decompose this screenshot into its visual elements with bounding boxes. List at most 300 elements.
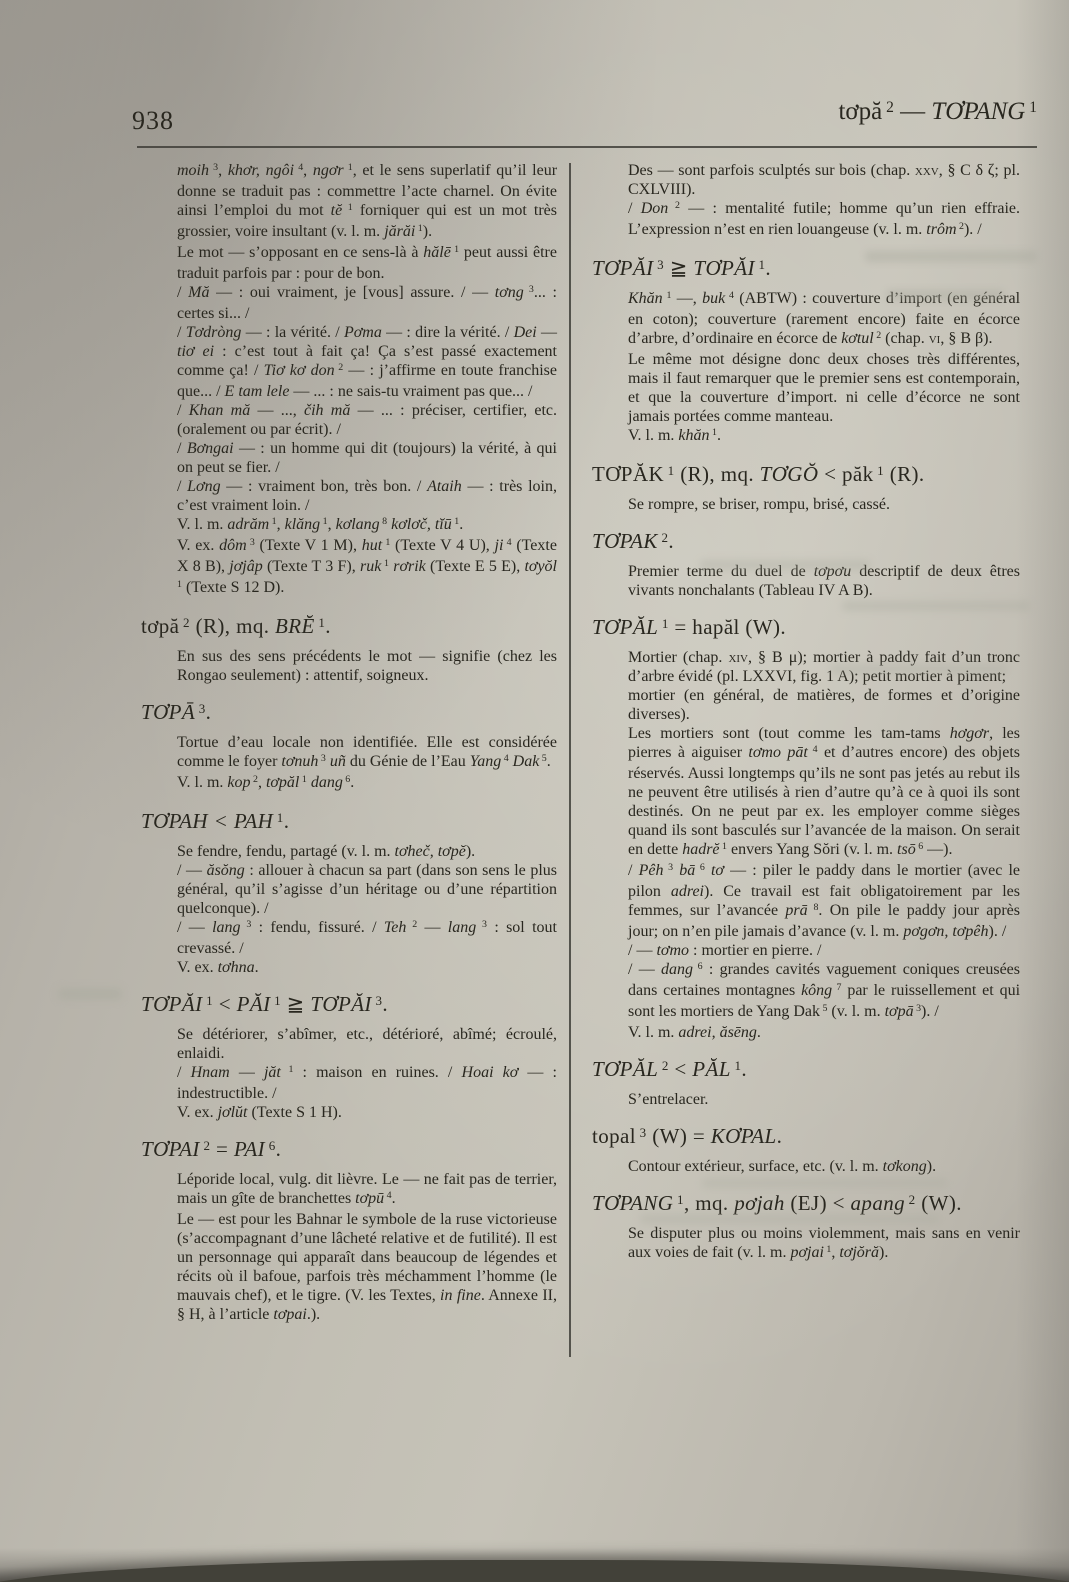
- text-run: . On pile le paddy jour après jour; on n’en pile jamais d’avance (v. l. m.: [628, 902, 1020, 940]
- text-run: — : j’affirme en toute franchise que... /: [177, 362, 558, 400]
- italic-text: lang: [212, 919, 241, 936]
- italic-text: tơyŏl: [524, 558, 557, 575]
- superscript-number: 1: [270, 992, 282, 1008]
- superscript-number: 6: [915, 841, 924, 853]
- superscript-number: 4: [503, 537, 512, 549]
- entry-headword: [141, 992, 557, 1019]
- superscript-number: 1: [415, 223, 423, 235]
- body-paragraph: [141, 733, 557, 773]
- text-run: V. ex.: [177, 537, 220, 554]
- text-run: = hapăl (W).: [668, 615, 787, 639]
- superscript-number: 6: [692, 961, 703, 973]
- superscript-number: 7: [832, 982, 842, 994]
- text-run: mortier (en général, de matières, de formes et d’origine diverses).: [628, 687, 1020, 723]
- superscript-number: 4: [725, 290, 734, 302]
- text-run: .: [741, 1057, 748, 1081]
- text-run: Se détériorer, s’abîmer, etc., détérioré, abîmé; écroulé, enlaidi.: [177, 1026, 557, 1062]
- column-divider: [569, 163, 571, 1357]
- superscript-number: 2: [658, 1057, 669, 1073]
- italic-text: moih: [177, 162, 209, 179]
- italic-text: TƠPĂI: [310, 992, 372, 1016]
- superscript-number: 4: [294, 162, 304, 174]
- superscript-number: 1: [754, 256, 766, 272]
- text-run: — : mentalité futile; homme qu’un rien effraie. L’expression n’est en rien louangeuse (v. l. m.: [628, 200, 1020, 238]
- page-number: 938: [132, 106, 174, 135]
- italic-text: BRĔ: [275, 614, 315, 638]
- superscript-number: 4: [501, 753, 509, 765]
- italic-text: TƠPĀ: [141, 700, 196, 724]
- text-run: Des — sont parfois sculptés sur bois (chap.: [628, 162, 915, 179]
- text-run: (Texte X 8 B),: [177, 537, 557, 575]
- superscript-number: 1: [299, 774, 307, 786]
- italic-text: TƠPAH < PAH: [141, 809, 274, 833]
- superscript-number: 1: [269, 516, 277, 528]
- body-paragraph: [141, 243, 557, 283]
- text-run: ... : certes si... /: [177, 284, 557, 322]
- body-paragraph: [141, 161, 557, 243]
- text-run: : sol tout crevassé. /: [177, 919, 557, 957]
- italic-text: Tơdròng: [185, 324, 242, 341]
- italic-text: TƠPĂI: [141, 992, 203, 1016]
- text-run: . Annexe II, § H, à l’article: [177, 1287, 557, 1323]
- superscript-number: 1: [320, 516, 328, 528]
- body-paragraph: [141, 283, 557, 323]
- text-run: ).: [879, 1244, 889, 1261]
- text-run: Léporide local, vulg. dit lièvre. Le — ne fait pas de terrier, mais un gîte de branchettes: [177, 1171, 557, 1207]
- body-paragraph: [141, 773, 557, 794]
- superscript-number: 6: [695, 862, 705, 874]
- superscript-number: 3: [663, 862, 674, 874]
- superscript-number: 3: [371, 992, 383, 1008]
- entry-headword: [592, 615, 1020, 642]
- text-run: ). /: [963, 221, 982, 238]
- text-run: ).: [926, 1158, 937, 1175]
- text-run: .: [254, 959, 259, 976]
- text-run: ).: [422, 223, 433, 240]
- body-paragraph: [592, 960, 1020, 1023]
- superscript-number: 2: [250, 774, 258, 786]
- italic-text: kơtul: [841, 330, 874, 347]
- text-run: .: [283, 809, 290, 833]
- text-run: : grandes cavités vaguement coniques creusées dans certaines montagnes: [628, 961, 1021, 999]
- text-run: =: [210, 1137, 234, 1161]
- italic-text: ngơr: [312, 162, 344, 179]
- body-paragraph: [592, 495, 1020, 514]
- text-run: — : vraiment bon, très bon. /: [220, 478, 428, 495]
- italic-text: jăt: [263, 1064, 281, 1081]
- text-run: .: [459, 516, 464, 533]
- superscript-number: 1: [342, 202, 353, 214]
- text-run: Tortue d’eau locale non identifiée. Elle est considérée comme le foyer: [177, 734, 557, 770]
- header-rule: [137, 146, 1037, 148]
- italic-text: jărăi: [384, 223, 416, 240]
- text-run: (v. l. m.: [827, 1003, 885, 1020]
- italic-text: adrei: [670, 883, 704, 900]
- text-run: : fendu, fissuré. /: [251, 919, 384, 936]
- italic-text: tơhna: [217, 959, 255, 976]
- italic-text: čih mă: [304, 402, 351, 419]
- superscript-number: 1: [823, 1244, 832, 1256]
- superscript-number: 3: [318, 753, 326, 765]
- italic-text: jơlŭt: [217, 1104, 248, 1121]
- italic-text: Bơngai: [186, 440, 234, 457]
- text-run: (Texte T 3 F),: [262, 558, 360, 575]
- superscript-number: 1: [280, 1064, 294, 1076]
- superscript-number: 2: [882, 98, 894, 116]
- text-run: xiv: [728, 649, 749, 666]
- italic-text: tơmo: [656, 942, 689, 959]
- text-run: .: [776, 1124, 783, 1148]
- italic-text: Lơng: [187, 478, 221, 495]
- italic-text: Dei: [513, 324, 537, 341]
- italic-text: Yang: [469, 753, 502, 770]
- italic-text: TƠPANG: [931, 98, 1026, 125]
- text-run: — ...,: [250, 402, 304, 419]
- body-paragraph: [141, 439, 557, 477]
- body-paragraph: [141, 515, 557, 536]
- italic-text: hălē: [423, 244, 451, 261]
- italic-text: tiơ ei: [177, 343, 215, 360]
- body-paragraph: [141, 536, 557, 599]
- text-run: : allouer à chacun sa part (dans son sens le plus général, qu’il s’agisse d’un héritage ou d’une répartition quelconque). /: [177, 862, 557, 917]
- superscript-number: 3: [476, 919, 487, 931]
- italic-text: Pêh: [638, 862, 664, 879]
- text-run: tơpă: [141, 614, 180, 638]
- superscript-number: 3: [246, 537, 255, 549]
- body-paragraph: [592, 562, 1020, 600]
- text-run: V. l. m.: [628, 1024, 679, 1041]
- italic-text: PAI: [233, 1137, 266, 1161]
- text-run: (ABTW) : couverture d’import (en général en coton); couverture (rarement encore) faite en écorce d’arbre, d’ordinaire en écorce de: [628, 290, 1021, 347]
- italic-text: Teh: [383, 919, 407, 936]
- text-run: — ... : ne sais-tu vraiment pas que... /: [289, 383, 533, 400]
- text-run: , mq.: [683, 1191, 735, 1215]
- text-run: — : indestructible. /: [177, 1064, 558, 1102]
- text-run: Le — est pour les Bahnar le symbole de la ruse victorieuse (s’accompagnant d’une lâcheté relative et de futilité). Il est un personnage qui apparaît dans beaucoup de légendes et récits où il bafoue, parfois très méchamment l’homme (le mauvais chef), et le tigre. (V. les Textes,: [177, 1211, 557, 1304]
- text-run: descriptif de deux êtres vivants nonchalants (Tableau IV A B).: [628, 563, 1021, 599]
- text-run: ,: [303, 162, 313, 179]
- italic-text: rơrik: [393, 558, 426, 575]
- italic-text: TƠPĂI: [693, 256, 755, 280]
- superscript-number: 6: [265, 1137, 276, 1153]
- italic-text: E tam lele: [224, 383, 290, 400]
- italic-text: tơkong: [882, 1158, 927, 1175]
- superscript-number: 3: [195, 700, 206, 716]
- text-run: Mortier (chap.: [628, 649, 729, 666]
- superscript-number: 2: [199, 1137, 211, 1153]
- text-run: / —: [177, 919, 213, 936]
- superscript-number: 2: [668, 200, 680, 212]
- body-paragraph: [141, 1170, 557, 1210]
- text-run: < păk: [818, 462, 874, 486]
- text-run: par le ruissellement et qui sont les mortiers de Yang Dak: [628, 982, 1021, 1020]
- superscript-number: 1: [664, 462, 675, 478]
- text-run: V. ex.: [177, 959, 218, 976]
- italic-text: Ataih: [427, 478, 462, 495]
- text-run: Se rompre, se briser, rompu, brisé, cassé.: [628, 496, 890, 513]
- superscript-number: 1: [314, 614, 326, 630]
- italic-text: tơpai: [273, 1306, 307, 1323]
- body-paragraph: [592, 1023, 1020, 1042]
- text-run: ).: [465, 843, 476, 860]
- text-run: Contour extérieur, surface, etc. (v. l. m.: [628, 1158, 883, 1175]
- italic-text: TƠPANG: [592, 1191, 674, 1215]
- italic-text: kơlơč, tĭū: [391, 516, 452, 533]
- body-paragraph: [592, 199, 1020, 241]
- entry-headword: [592, 1124, 1020, 1151]
- entry-headword: [592, 462, 1020, 489]
- text-run: ). /: [988, 923, 1007, 940]
- superscript-number: 1: [273, 809, 284, 825]
- right-column: [592, 161, 1020, 1264]
- text-run: Le mot — s’opposant en ce sens-là à: [177, 244, 424, 261]
- text-run: ≧: [664, 256, 694, 280]
- text-run: et d’autres encore) des objets réservés. Aussi longtemps qu’ils ne sont pas jetés au rebut ils ne peuvent être utilisés à rien d’autre qu’à ce à quoi ils sont destinés. On ne peut par ex. les employer comme sièges quand ils sont basculés sur l’avancée de la maison. On serait en dette: [628, 744, 1021, 858]
- text-run: : c’est tout à fait ça! Ça s’est passé exactement comme ça! /: [177, 343, 557, 379]
- text-run: ≧: [281, 992, 311, 1016]
- text-run: ,: [276, 516, 285, 533]
- body-paragraph: [592, 289, 1020, 350]
- superscript-number: 1: [662, 290, 672, 302]
- running-head: [838, 98, 1037, 126]
- italic-text: Don: [640, 200, 669, 217]
- italic-text: bā: [679, 862, 696, 879]
- italic-text: trôm: [926, 221, 957, 238]
- text-run: .: [546, 753, 551, 770]
- text-run: , les pierres à aiguiser: [628, 725, 1020, 761]
- superscript-number: 1: [730, 1057, 742, 1073]
- italic-text: TƠPAI: [141, 1137, 200, 1161]
- text-run: / —: [628, 942, 657, 959]
- text-run: : maison en ruines. /: [293, 1064, 462, 1081]
- italic-text: uñ: [329, 753, 346, 770]
- body-paragraph: [141, 842, 557, 861]
- italic-text: tơmo pāt: [748, 744, 808, 761]
- italic-text: dang: [310, 774, 343, 791]
- italic-text: kơlang: [335, 516, 380, 533]
- superscript-number: 1: [382, 537, 391, 549]
- text-run: Se disputer plus ou moins violemment, mais sans en venir aux voies de fait (v. l. m.: [628, 1225, 1020, 1261]
- superscript-number: 1: [177, 579, 182, 591]
- italic-text: tơ: [710, 862, 724, 879]
- text-run: Les mortiers sont (tout comme les tam-tams: [628, 725, 950, 742]
- text-run: (Texte V 1 M),: [254, 537, 362, 554]
- text-run: (Texte S 1 H).: [247, 1104, 342, 1121]
- text-run: En sus des sens précédents le mot — signifie (chez les Rongao seulement) : attentif, soigneux.: [177, 648, 557, 684]
- text-run: —: [229, 1064, 264, 1081]
- text-run: ,: [327, 516, 336, 533]
- body-paragraph: [141, 1063, 557, 1103]
- italic-text: dang: [660, 961, 693, 978]
- italic-text: TƠGŎ: [759, 462, 819, 486]
- superscript-number: 2: [956, 221, 964, 233]
- superscript-number: 1: [450, 244, 460, 256]
- text-run: vi: [928, 330, 941, 347]
- body-paragraph: [141, 477, 557, 515]
- text-run: peut aussi être traduit parfois par : pour de bon.: [177, 244, 557, 282]
- italic-text: khăn: [678, 427, 710, 444]
- italic-text: klăng: [284, 516, 321, 533]
- text-run: V. l. m.: [177, 516, 228, 533]
- text-run: /: [177, 478, 188, 495]
- text-run: —).: [923, 841, 953, 858]
- text-run: —,: [671, 290, 703, 307]
- entry-headword: [592, 1057, 1020, 1084]
- italic-text: jơjâp: [229, 558, 263, 575]
- text-run: V. l. m.: [628, 427, 679, 444]
- text-run: (EJ) <: [784, 1191, 851, 1215]
- body-paragraph: [592, 686, 1020, 724]
- superscript-number: 1: [451, 516, 460, 528]
- superscript-number: 2: [657, 529, 669, 545]
- text-run: Se fendre, fendu, partagé (v. l. m.: [177, 843, 395, 860]
- superscript-number: 4: [807, 744, 818, 756]
- text-run: .: [391, 1190, 396, 1207]
- text-run: / —: [628, 961, 661, 978]
- text-run: (Texte V 4 U),: [390, 537, 495, 554]
- body-paragraph: [592, 724, 1020, 861]
- italic-text: tĕ: [330, 202, 343, 219]
- entry-headword: [141, 700, 557, 727]
- text-run: .: [205, 700, 212, 724]
- body-paragraph: [141, 1210, 557, 1324]
- text-run: forniquer qui est un mot très grossier, voire insultant (v. l. m.: [177, 202, 557, 240]
- italic-text: tơnuh: [281, 753, 319, 770]
- text-run: / —: [177, 862, 207, 879]
- italic-text: hadrĕ: [682, 841, 720, 858]
- text-run: .: [716, 427, 721, 444]
- italic-text: pơgơn, tơpêh: [903, 923, 989, 940]
- text-run: topal: [592, 1124, 636, 1148]
- text-run: : mortier en pierre. /: [689, 942, 822, 959]
- bleedthrough-mark: [58, 988, 122, 1000]
- superscript-number: 1: [709, 427, 717, 439]
- text-run: (Texte E 5 E),: [425, 558, 525, 575]
- text-run: (W) =: [646, 1124, 711, 1148]
- text-run: V. l. m.: [177, 774, 228, 791]
- italic-text: Hnam: [190, 1064, 230, 1081]
- italic-text: PĂL: [692, 1057, 731, 1081]
- text-run: /: [177, 440, 187, 457]
- entry-headword: [141, 809, 557, 836]
- text-run: —: [536, 324, 558, 341]
- text-run: V. ex.: [177, 1104, 218, 1121]
- italic-text: tơpā: [884, 1003, 914, 1020]
- text-run: , § B β).: [940, 330, 993, 347]
- entry-headword: [592, 256, 1020, 283]
- italic-text: dôm: [219, 537, 247, 554]
- superscript-number: 4: [384, 1190, 392, 1202]
- text-run: ). Ce travail est fait obligatoirement par les femmes, sur l’avancée: [628, 883, 1020, 919]
- entry-headword: [141, 614, 557, 641]
- italic-text: tơheč, tơpĕ: [394, 843, 466, 860]
- superscript-number: 1: [202, 992, 214, 1008]
- italic-text: prā: [785, 902, 808, 919]
- text-run: envers Yang Sŏri (v. l. m.: [726, 841, 898, 858]
- text-run: /: [177, 324, 186, 341]
- body-paragraph: [592, 648, 1020, 686]
- superscript-number: 8: [379, 516, 388, 528]
- superscript-number: 2: [179, 614, 190, 630]
- italic-text: lang: [447, 919, 477, 936]
- text-run: <: [213, 992, 237, 1016]
- italic-text: Khăn: [628, 290, 663, 307]
- italic-text: kông: [801, 982, 833, 999]
- body-paragraph: [592, 941, 1020, 960]
- superscript-number: 5: [539, 753, 547, 765]
- text-run: .: [765, 256, 772, 280]
- italic-text: TƠPAK: [592, 529, 658, 553]
- entry-headword: [592, 1191, 1020, 1218]
- italic-text: pơjah: [734, 1191, 785, 1215]
- text-run: ,: [257, 774, 266, 791]
- superscript-number: 2: [334, 362, 344, 374]
- superscript-number: 2: [406, 919, 418, 931]
- italic-text: tơpăl: [265, 774, 300, 791]
- text-run: , § B μ); mortier à paddy fait d’un tronc d’arbre évidé (pl. LXXVI, fig. 1 A); petit mortier à piment;: [628, 649, 1021, 685]
- text-run: (R), mq.: [189, 614, 276, 638]
- body-paragraph: [141, 323, 557, 401]
- left-column: [141, 161, 557, 1324]
- italic-text: tơng: [494, 284, 524, 301]
- text-run: (W).: [915, 1191, 962, 1215]
- text-run: .: [275, 1137, 282, 1161]
- text-run: .: [756, 1024, 761, 1041]
- text-run: /: [177, 402, 189, 419]
- italic-text: PĂI: [236, 992, 271, 1016]
- italic-text: in fine: [440, 1287, 481, 1304]
- superscript-number: 2: [873, 330, 882, 342]
- text-run: (R).: [884, 462, 925, 486]
- text-run: — : un homme qui dit (toujours) la vérité, à qui on peut se fier. /: [177, 440, 557, 476]
- body-paragraph: [141, 401, 557, 439]
- text-run: — : oui vraiment, je [vous] assure. / —: [209, 284, 495, 301]
- text-run: /: [628, 200, 641, 217]
- text-run: — : dire la vérité. /: [381, 324, 514, 341]
- text-run: .: [382, 992, 389, 1016]
- superscript-number: 1: [1025, 98, 1037, 116]
- entry-headword: [141, 1137, 557, 1164]
- italic-text: Khan mă: [188, 402, 251, 419]
- text-run: xxv: [914, 162, 939, 179]
- italic-text: tơpơu: [813, 563, 852, 580]
- superscript-number: 1: [658, 615, 669, 631]
- text-run: —: [417, 919, 448, 936]
- italic-text: kop: [227, 774, 251, 791]
- italic-text: tơpū: [355, 1190, 385, 1207]
- entry-headword: [592, 529, 1020, 556]
- body-paragraph: [592, 1090, 1020, 1109]
- text-run: — : piler le paddy dans le mortier (avec le pilon: [628, 862, 1021, 900]
- italic-text: buk: [702, 290, 726, 307]
- body-paragraph: [592, 1157, 1020, 1176]
- text-run: /: [177, 1064, 191, 1081]
- text-run: Le même mot désigne donc deux choses très différentes, mais il faut remarquer que le premier sens est contemporain, et que la couverture d’import. ni celle d’écorce ne sont jamais portées comme manteau.: [628, 351, 1020, 425]
- text-run: ,: [218, 162, 228, 179]
- superscript-number: 1: [343, 162, 353, 174]
- italic-text: hut: [361, 537, 383, 554]
- text-run: .).: [306, 1306, 321, 1323]
- italic-text: TƠPĂI: [592, 256, 654, 280]
- text-run: , § C δ ζ; pl. CXLVIII).: [628, 162, 1020, 198]
- body-paragraph: [141, 861, 557, 918]
- text-run: (R), mq.: [674, 462, 760, 486]
- italic-text: Mă: [188, 284, 210, 301]
- text-run: — ... : préciser, certifier, etc. (oralement ou par écrit). /: [177, 402, 558, 438]
- superscript-number: 5: [819, 1003, 828, 1015]
- body-paragraph: [141, 1103, 557, 1122]
- superscript-number: 1: [381, 558, 389, 570]
